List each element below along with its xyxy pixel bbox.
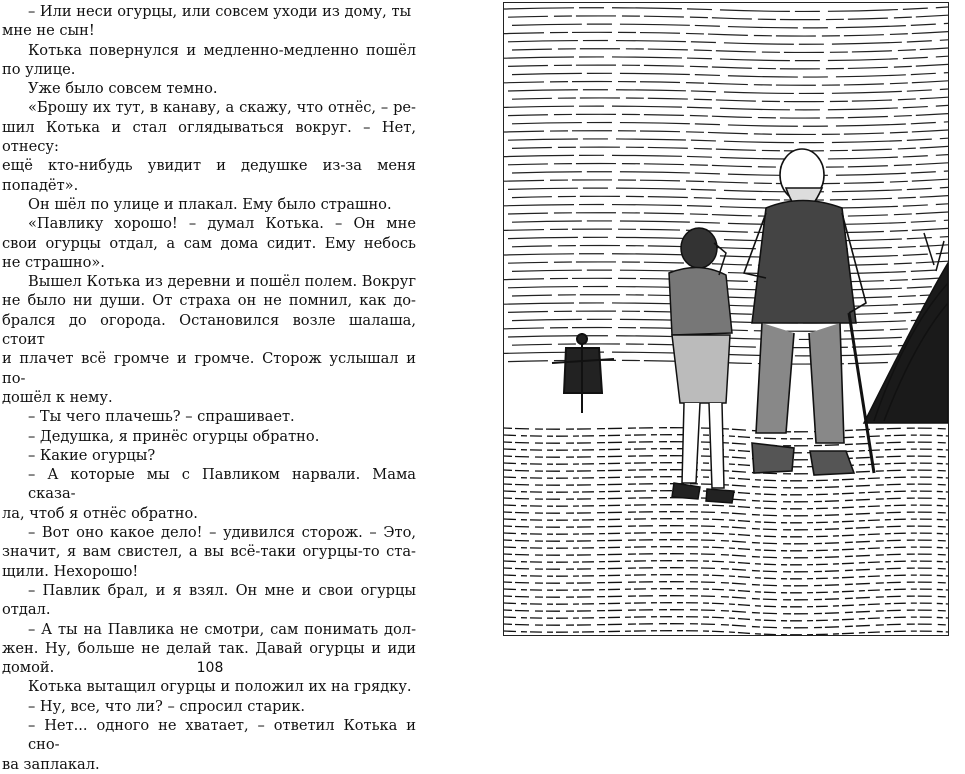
text-line: ла, чтоб я отнёс обратно. <box>2 504 198 522</box>
text-line: – Нет... одного не хватает, – ответил Котька и сно- <box>28 716 416 754</box>
page-number: 108 <box>196 660 224 676</box>
text-line: жен. Ну, больше не делай так. Давай огурцы и иди <box>2 639 416 657</box>
text-line: не страшно». <box>2 253 105 271</box>
text-line: и плачет всё громче и громче. Сторож услышал и по- <box>2 350 416 387</box>
text-line: Уже было совсем темно. <box>28 80 218 98</box>
text-line: ещё кто-нибудь увидит и дедушке из-за меня попадёт». <box>2 157 416 194</box>
text-line: ва заплакал. <box>2 755 100 773</box>
text-line: – Вот оно какое дело! – удивился сторож. – Это, <box>28 524 416 542</box>
text-line: – Дедушка, я принёс огурцы обратно. <box>28 427 320 445</box>
text-line: «Брошу их тут, в канаву, а скажу, что отнёс, – ре- <box>28 99 416 117</box>
scarecrow <box>552 333 614 413</box>
text-line: Вышел Котька из деревни и пошёл полем. Вокруг <box>28 273 416 291</box>
text-line: шил Котька и стал оглядываться вокруг. – Нет, отнесу: <box>2 118 416 156</box>
text-line: Он шёл по улице и плакал. Ему было страшно. <box>28 195 392 213</box>
text-line: «Павлику хорошо! – думал Котька. – Он мне <box>28 215 416 233</box>
text-line: дошёл к нему. <box>2 388 113 406</box>
text-line: не было ни души. От страха он не помнил, как до- <box>2 292 416 310</box>
text-line: мне не сын! <box>2 22 95 40</box>
text-line: домой. <box>2 659 55 677</box>
story-text-column <box>2 2 416 774</box>
text-line: – А которые мы с Павликом нарвали. Мама сказа- <box>28 466 416 503</box>
field-ground <box>504 428 948 635</box>
text-line: – Ты чего плачешь? – спрашивает. <box>28 408 295 426</box>
illustration-boy-and-old-watchman <box>503 2 949 636</box>
text-line: Котька повернулся и медленно-медленно пошёл <box>28 41 416 59</box>
text-line: Котька вытащил огурцы и положил их на грядку. <box>28 678 412 696</box>
text-line: щили. Нехорошо! <box>2 562 139 580</box>
boy-kotka-figure <box>669 228 734 503</box>
text-line: свои огурцы отдал, а сам дома сидит. Ему небось <box>2 234 416 252</box>
text-line: – Или неси огурцы, или совсем уходи из дому, ты <box>28 3 412 20</box>
text-line: отдал. <box>2 601 51 619</box>
text-line: значит, я вам свистел, а вы всё-таки огурцы-то ста- <box>2 543 416 561</box>
text-line: – Павлик брал, и я взял. Он мне и свои огурцы <box>28 581 416 599</box>
text-line: – А ты на Павлика не смотри, сам понимать дол- <box>28 620 416 638</box>
text-line: – Ну, все, что ли? – спросил старик. <box>28 697 305 715</box>
text-line: по улице. <box>2 60 76 78</box>
text-line: брался до огорода. Остановился возле шалаша, стоит <box>2 311 416 349</box>
old-watchman-figure <box>744 149 874 475</box>
text-line: – Какие огурцы? <box>28 446 156 464</box>
